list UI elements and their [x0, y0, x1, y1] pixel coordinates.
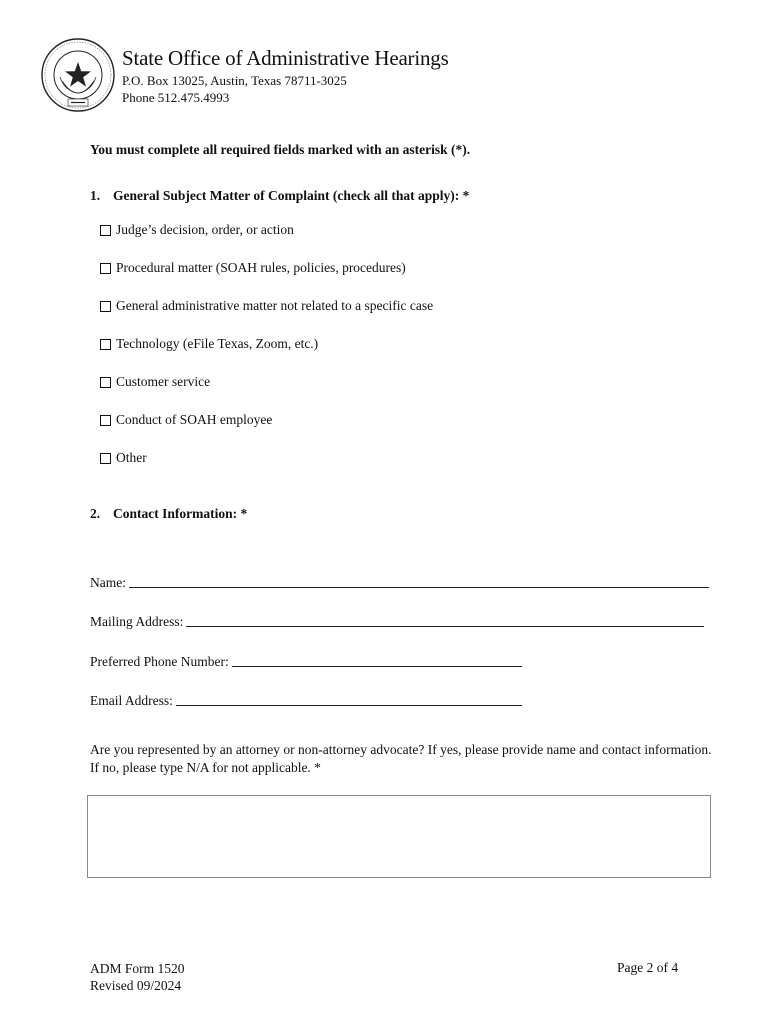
option-label: Conduct of SOAH employee [116, 412, 273, 427]
mailing-address-field[interactable] [90, 613, 704, 630]
footer-form-info [90, 960, 185, 994]
option-label: Technology (eFile Texas, Zoom, etc.) [116, 336, 319, 351]
section-2-heading [90, 506, 247, 522]
checkbox-icon[interactable] [100, 453, 111, 464]
complaint-option-judge[interactable] [100, 222, 294, 238]
revision-date: Revised 09/2024 [90, 978, 182, 993]
soah-seal-logo [40, 37, 116, 113]
section-1-title: General Subject Matter of Complaint (check all that apply): * [113, 188, 470, 203]
name-field[interactable] [90, 574, 709, 591]
option-label: Other [116, 450, 147, 465]
option-label: Procedural matter (SOAH rules, policies, procedures) [116, 260, 406, 275]
name-input-line[interactable] [129, 574, 709, 588]
representation-answer-textbox[interactable] [87, 795, 711, 878]
option-label: Customer service [116, 374, 211, 389]
section-1-number: 1. [90, 188, 101, 203]
option-label: General administrative matter not related to a specific case [116, 298, 434, 313]
email-field[interactable] [90, 692, 522, 709]
section-2-number: 2. [90, 506, 101, 521]
option-label: Judge’s decision, order, or action [116, 222, 294, 237]
complaint-option-conduct[interactable] [100, 412, 272, 428]
checkbox-icon[interactable] [100, 377, 111, 388]
organization-name: State Office of Administrative Hearings [122, 46, 449, 70]
complaint-option-customer-service[interactable] [100, 374, 210, 390]
phone-label: Preferred Phone Number: [90, 654, 229, 669]
form-number: ADM Form 1520 [90, 961, 185, 976]
organization-address: P.O. Box 13025, Austin, Texas 78711-3025 [122, 73, 347, 88]
checkbox-icon[interactable] [100, 415, 111, 426]
email-label: Email Address: [90, 693, 173, 708]
email-input-line[interactable] [176, 692, 522, 706]
checkbox-icon[interactable] [100, 263, 111, 274]
section-1-heading [90, 188, 469, 204]
complaint-option-administrative[interactable] [100, 298, 433, 314]
organization-phone: Phone 512.475.4993 [122, 90, 230, 105]
page-number: Page 2 of 4 [617, 960, 679, 975]
complaint-option-technology[interactable] [100, 336, 318, 352]
section-2-title: Contact Information: * [113, 506, 248, 521]
representation-question: Are you represented by an attorney or non-attorney advocate? If yes, please provide name and contact information. If no, please type N/A for not applicable. * [90, 742, 712, 775]
checkbox-icon[interactable] [100, 225, 111, 236]
checkbox-icon[interactable] [100, 339, 111, 350]
complaint-option-other[interactable] [100, 450, 147, 466]
mailing-address-label: Mailing Address: [90, 614, 184, 629]
checkbox-icon[interactable] [100, 301, 111, 312]
mailing-address-input-line[interactable] [186, 613, 704, 627]
complaint-option-procedural[interactable] [100, 260, 406, 276]
phone-input-line[interactable] [232, 653, 522, 667]
phone-field[interactable] [90, 653, 522, 670]
required-fields-note: You must complete all required fields marked with an asterisk (*). [90, 142, 471, 157]
name-label: Name: [90, 575, 126, 590]
